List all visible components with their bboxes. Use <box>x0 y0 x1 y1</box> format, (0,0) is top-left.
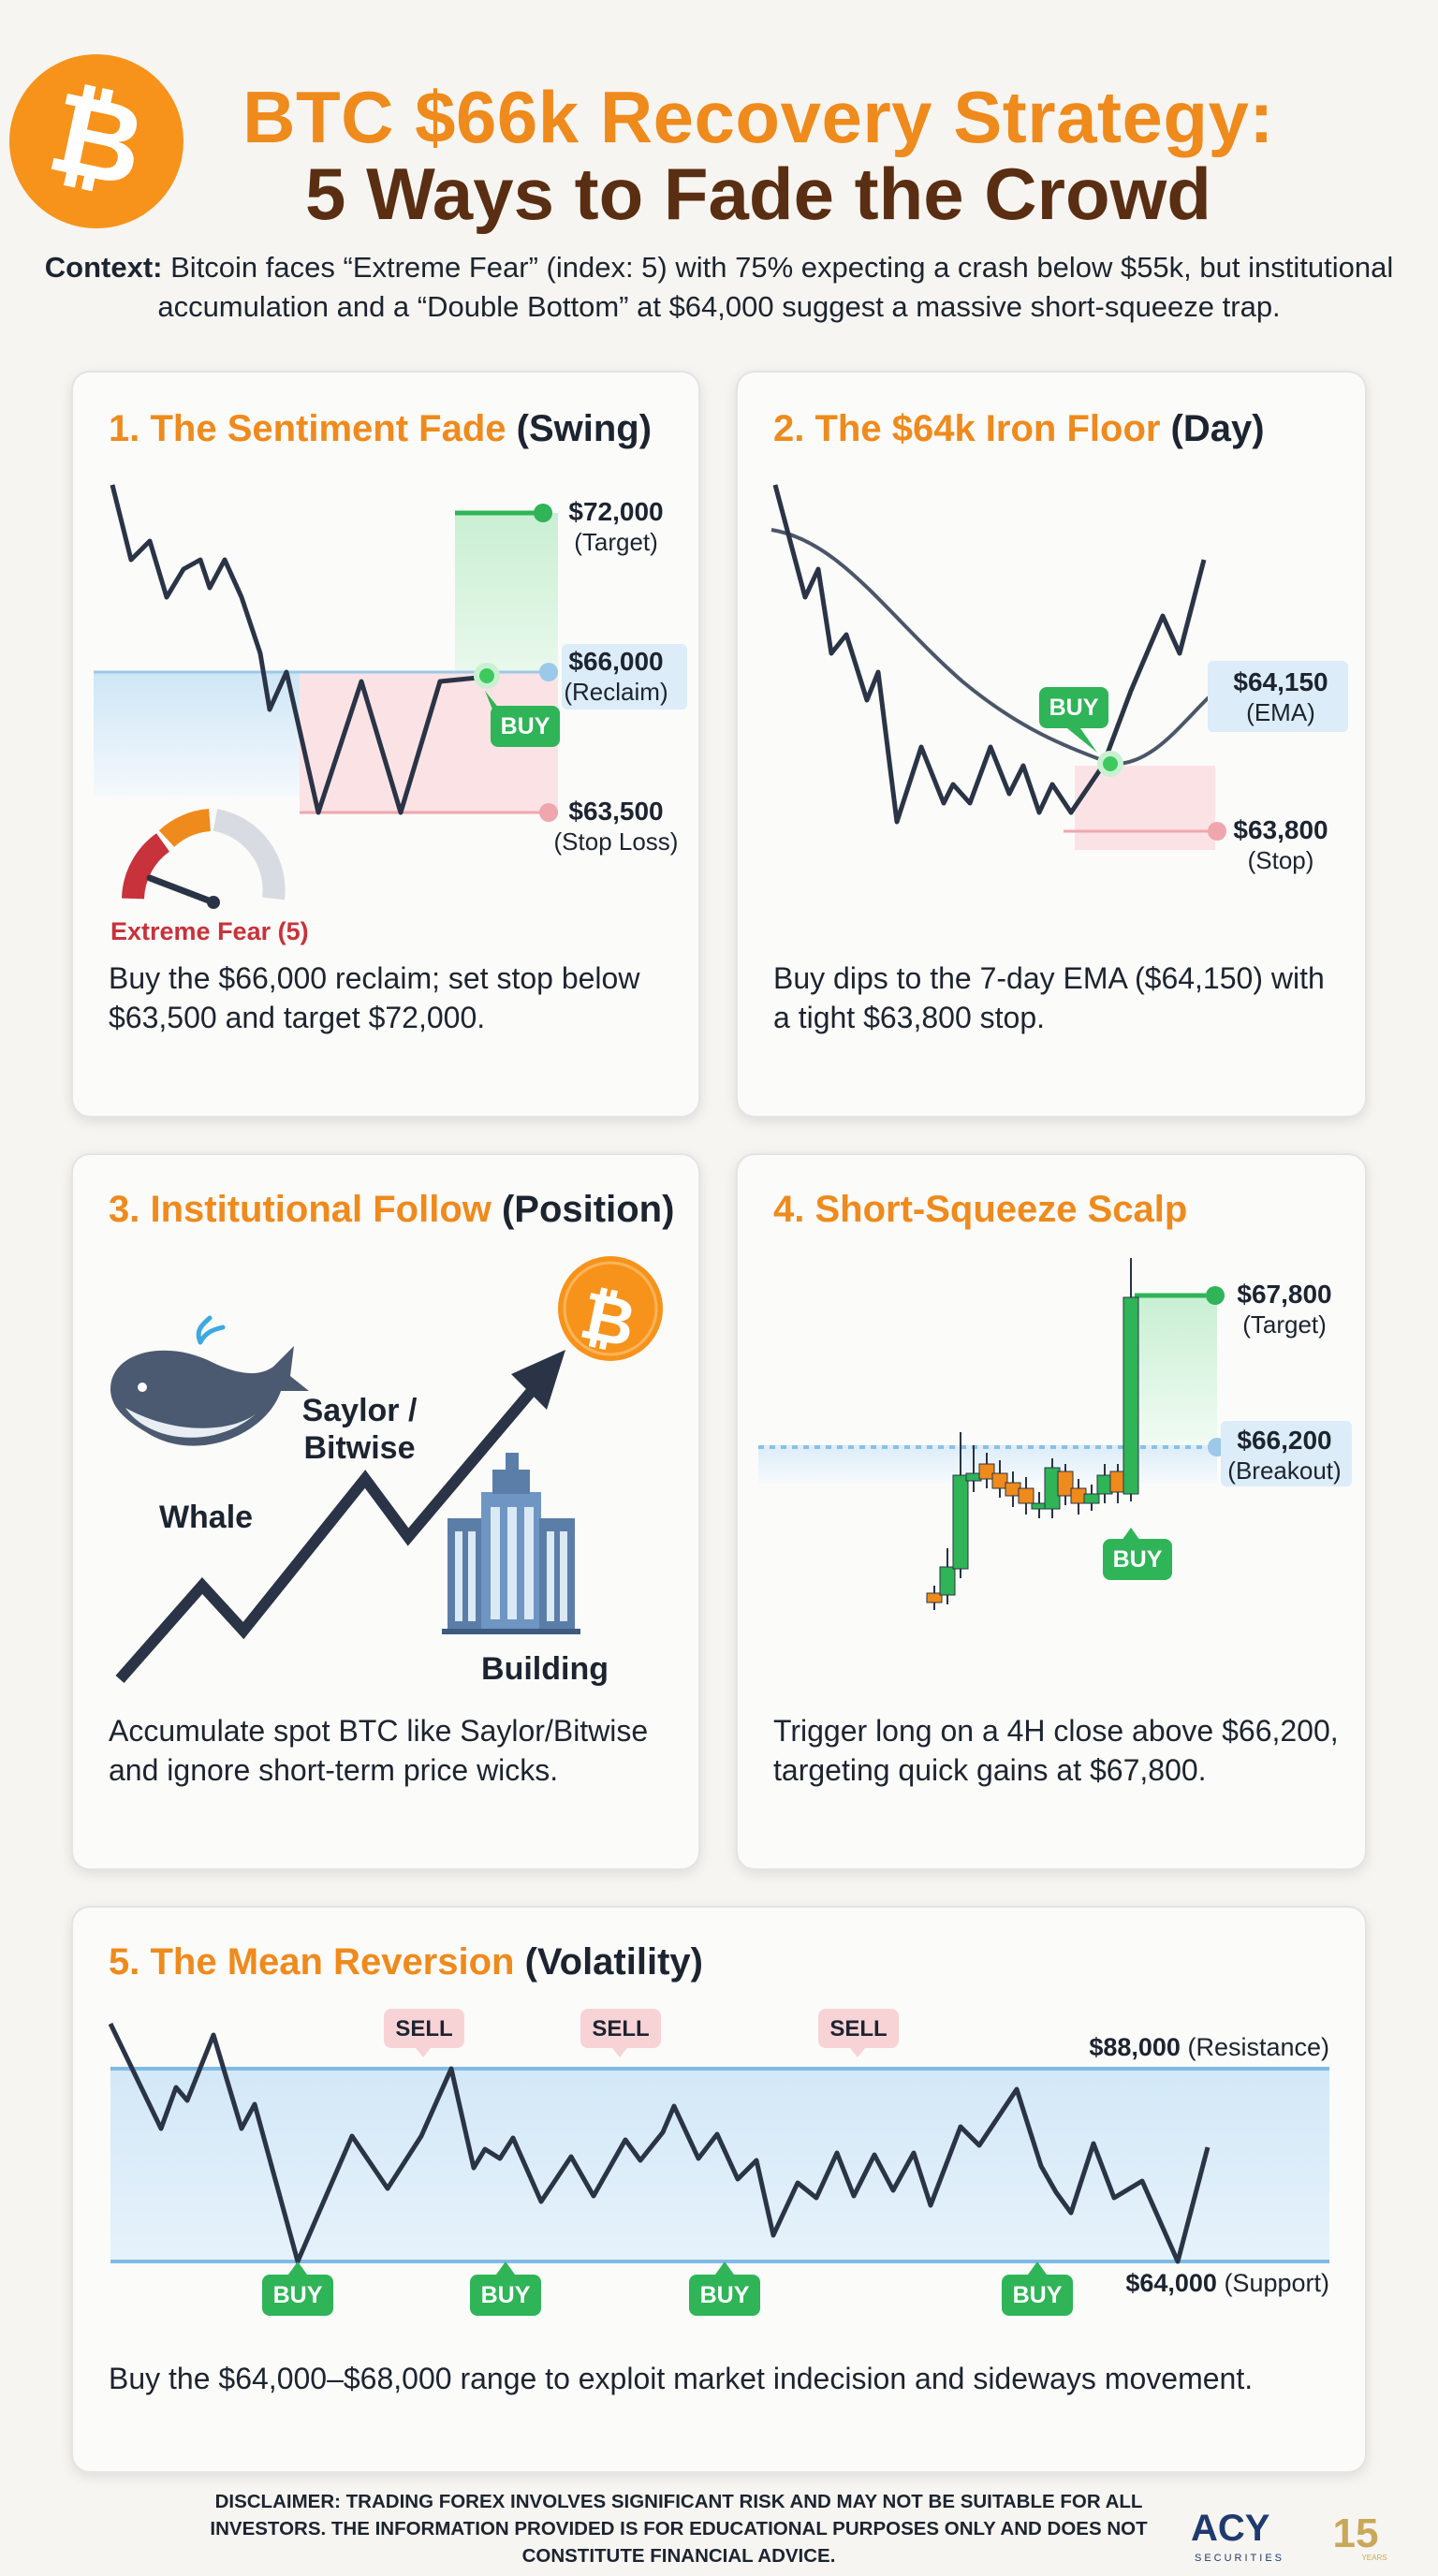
disclaimer <box>169 2488 1189 2569</box>
target-price: $72,000 <box>568 497 664 526</box>
stop-label: (Stop Loss) <box>553 827 679 856</box>
sell-label: SELL <box>395 2016 453 2042</box>
saylor-label-line-1: Saylor / <box>301 1393 418 1428</box>
resistance-label <box>1089 2033 1329 2061</box>
stop-price: $63,800 <box>1233 815 1328 844</box>
entry-point <box>477 666 497 686</box>
buy-tag-3 <box>689 2261 760 2316</box>
card-title-type: (Day) <box>1160 408 1265 449</box>
context-body: Bitcoin faces “Extreme Fear” (index: 5) with 75% expecting a crash below $55k, but institutional accumulation and a “Double Bottom” at $64,000 suggest a massive short-squeeze trap. <box>157 251 1394 323</box>
gauge-label: Extreme Fear (5) <box>110 917 309 945</box>
bitcoin-logo-icon <box>9 54 183 228</box>
reclaim-price: $66,000 <box>568 647 664 676</box>
target-price: $67,800 <box>1237 1280 1332 1309</box>
desc-line-2: a tight $63,800 stop. <box>773 1001 1045 1034</box>
desc-line-2: targeting quick gains at $67,800. <box>773 1753 1207 1787</box>
whale-icon <box>110 1318 309 1446</box>
buy-label: BUY <box>480 2282 531 2308</box>
target-zone <box>1131 1295 1217 1445</box>
fear-gauge-icon <box>133 820 274 909</box>
title-line-2: 5 Ways to Fade the Crowd <box>305 153 1211 235</box>
bitcoin-coin-icon <box>558 1256 663 1361</box>
acy-securities-logo <box>1189 2501 1311 2567</box>
card-title-type: (Volatility) <box>514 1941 703 1983</box>
breakout-price: $66,200 <box>1237 1426 1332 1455</box>
building-label: Building <box>481 1651 609 1687</box>
card-institutional-follow <box>71 1153 700 1870</box>
desc-line-1: Buy the $66,000 reclaim; set stop below <box>109 961 640 995</box>
resistance-price: $88,000 <box>1089 2033 1181 2061</box>
range-band <box>110 2069 1329 2261</box>
sell-tag-2 <box>580 2009 661 2057</box>
brand-subtitle: SECURITIES <box>1195 2553 1285 2564</box>
svg-text:₿: ₿ <box>38 68 155 211</box>
card-description <box>109 1711 648 1790</box>
buy-tag-2 <box>470 2261 541 2316</box>
stop-dot <box>539 803 558 822</box>
sell-label: SELL <box>829 2016 888 2042</box>
card-title-main: 2. The $64k Iron Floor <box>773 408 1161 449</box>
candle-body <box>1019 1488 1034 1503</box>
card-sentiment-fade <box>71 371 700 1118</box>
sell-tag-3 <box>818 2009 899 2057</box>
candle-body <box>1084 1494 1099 1503</box>
card-description <box>109 959 639 1037</box>
whale-label: Whale <box>158 1500 254 1535</box>
disclaimer-line-2: INVESTORS. THE INFORMATION PROVIDED IS FOR EDUCATIONAL PURPOSES ONLY AND DOES NOT <box>210 2518 1148 2539</box>
buy-tag <box>1039 687 1108 753</box>
buy-tag-4 <box>1002 2261 1073 2316</box>
anniversary-label: YEARS <box>1361 2554 1387 2562</box>
card-title-type: (Swing) <box>506 408 653 449</box>
sell-tag-1 <box>384 2009 464 2057</box>
card-title-main: 1. The Sentiment Fade <box>109 408 506 449</box>
sell-label: SELL <box>592 2016 650 2042</box>
reclaim-dot <box>539 663 558 681</box>
context-label: Context: <box>44 251 163 284</box>
resistance-text: (Resistance) <box>1180 2033 1329 2061</box>
disclaimer-line-1: DISCLAIMER: TRADING FOREX INVOLVES SIGNIFICANT RISK AND MAY NOT BE SUITABLE FOR ALL <box>214 2491 1143 2512</box>
stop-label: (Stop) <box>1247 846 1314 874</box>
anniversary-number: 15 <box>1332 2510 1379 2556</box>
buy-label: BUY <box>1112 1546 1163 1573</box>
breakout-label: (Breakout) <box>1227 1456 1342 1485</box>
stop-dot <box>1208 822 1226 841</box>
disclaimer-line-3: CONSTITUTE FINANCIAL ADVICE. <box>521 2545 836 2567</box>
brand-name: ACY <box>1191 2508 1270 2549</box>
card-title-main: 3. Institutional Follow <box>109 1189 492 1230</box>
svg-text:₿: ₿ <box>574 1278 642 1361</box>
anniversary-badge <box>1328 2504 1387 2566</box>
target-zone <box>455 513 558 672</box>
target-dot <box>534 504 552 522</box>
buy-label: BUY <box>272 2282 323 2308</box>
card-short-squeeze <box>736 1153 1367 1870</box>
stop-price: $63,500 <box>568 797 664 826</box>
desc-line-1: Accumulate spot BTC like Saylor/Bitwise <box>109 1714 649 1748</box>
target-label: (Target) <box>1242 1310 1327 1339</box>
card-mean-reversion <box>71 1906 1367 2473</box>
card-description <box>773 1711 1339 1790</box>
saylor-label-line-2: Bitwise <box>303 1430 416 1466</box>
card-description: Buy the $64,000–$68,000 range to exploit market indecision and sideways movement. <box>109 2362 1254 2395</box>
support-label <box>1125 2269 1329 2297</box>
desc-line-2: and ignore short-term price wicks. <box>109 1753 559 1787</box>
header <box>0 0 1438 356</box>
desc-line-1: Trigger long on a 4H close above $66,200, <box>773 1714 1339 1748</box>
card-iron-floor <box>736 371 1367 1118</box>
buy-label: BUY <box>500 713 550 739</box>
candle-body <box>953 1475 968 1569</box>
buy-label: BUY <box>1012 2282 1063 2308</box>
ema-line <box>771 530 1262 764</box>
buy-label: BUY <box>1049 695 1099 721</box>
buy-tag-1 <box>262 2261 333 2316</box>
buy-label: BUY <box>699 2282 750 2308</box>
card-title-main: 4. Short-Squeeze Scalp <box>773 1189 1188 1230</box>
desc-line-2: $63,500 and target $72,000. <box>109 1001 486 1034</box>
ema-price: $64,150 <box>1233 667 1328 696</box>
buy-tag <box>1103 1528 1172 1580</box>
candle-body <box>940 1567 955 1595</box>
candle-body <box>1123 1297 1138 1494</box>
target-dot <box>1206 1286 1225 1305</box>
card-title-type: (Position) <box>491 1189 675 1230</box>
context-text <box>37 248 1401 327</box>
entry-point <box>1100 754 1121 774</box>
title-line-1: BTC $66k Recovery Strategy: <box>242 76 1274 158</box>
desc-line-1: Buy dips to the 7-day EMA ($64,150) with <box>773 961 1325 995</box>
ema-label: (EMA) <box>1246 698 1315 726</box>
card-title-main: 5. The Mean Reversion <box>109 1941 515 1983</box>
card-description <box>773 959 1325 1037</box>
support-price: $64,000 <box>1125 2269 1217 2297</box>
support-text: (Support) <box>1216 2269 1329 2297</box>
reclaim-label: (Reclaim) <box>564 678 668 706</box>
target-label: (Target) <box>574 528 658 556</box>
